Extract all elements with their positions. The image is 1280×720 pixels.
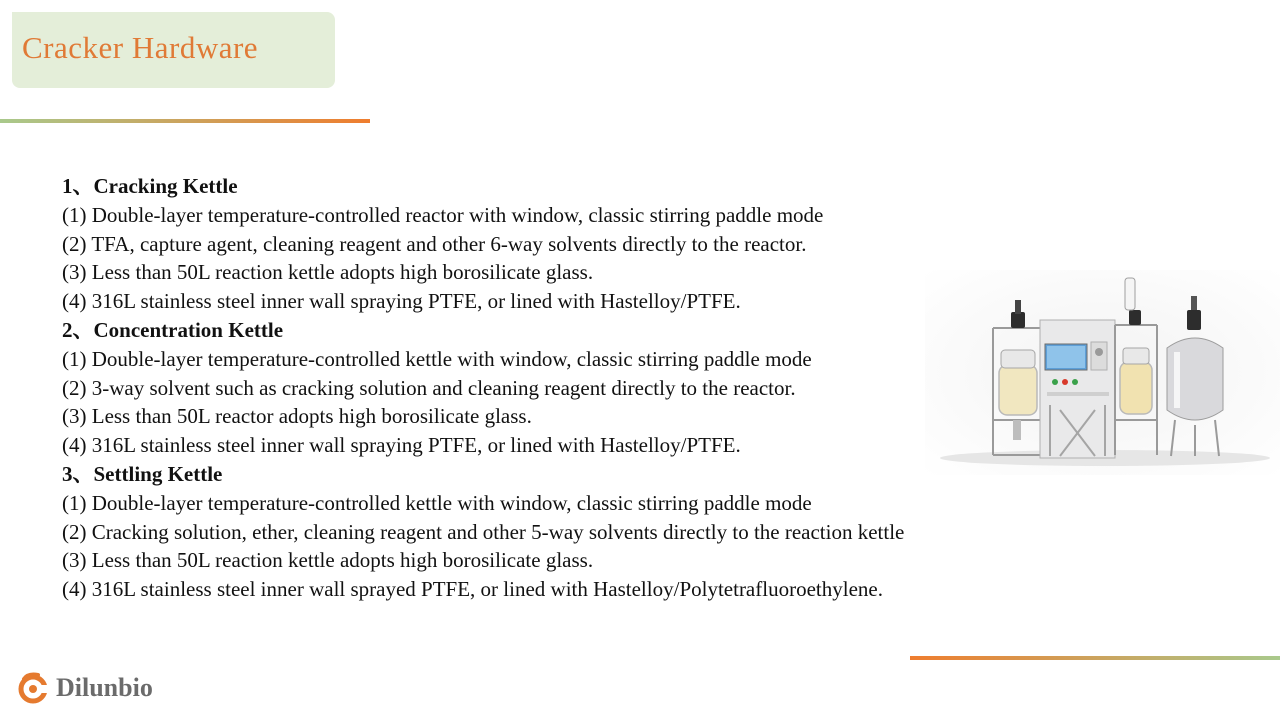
spec-item: (2) Cracking solution, ether, cleaning reagent and other 5-way solvents directly to the reaction kettle (62, 519, 905, 544)
spec-item: (2) 3-way solvent such as cracking solution and cleaning reagent directly to the reactor. (62, 375, 796, 400)
brand-logo (16, 668, 153, 708)
spec-item: (2) TFA, capture agent, cleaning reagent and other 6-way solvents directly to the reactor. (62, 231, 807, 256)
section-heading-concentration: 2、Concentration Kettle (62, 317, 284, 342)
spec-item: (3) Less than 50L reactor adopts high borosilicate glass. (62, 404, 532, 429)
spec-item: (4) 316L stainless steel inner wall spraying PTFE, or lined with Hastelloy/PTFE. (62, 289, 741, 314)
spec-item: (1) Double-layer temperature-controlled kettle with window, classic stirring paddle mode (62, 490, 812, 515)
equipment-image (925, 270, 1280, 475)
logo-text: Dilunbio (56, 673, 153, 702)
spec-item: (3) Less than 50L reaction kettle adopts high borosilicate glass. (62, 548, 594, 573)
spec-item: (4) 316L stainless steel inner wall sprayed PTFE, or lined with Hastelloy/Polytetrafluoroethylene. (62, 577, 883, 602)
spec-item: (1) Double-layer temperature-controlled kettle with window, classic stirring paddle mode (62, 346, 812, 371)
section-heading-cracking: 1、Cracking Kettle (62, 174, 238, 198)
spec-item: (1) Double-layer temperature-controlled reactor with window, classic stirring paddle mode (62, 202, 824, 227)
spec-content (62, 172, 1062, 604)
section-heading-settling: 3、Settling Kettle (62, 461, 223, 486)
spec-item: (4) 316L stainless steel inner wall spraying PTFE, or lined with Hastelloy/PTFE. (62, 433, 741, 458)
page-title: Cracker Hardware (22, 30, 259, 65)
dilunbio-logo-icon (16, 671, 50, 705)
spec-item: (3) Less than 50L reaction kettle adopts high borosilicate glass. (62, 260, 594, 285)
top-divider (0, 119, 370, 123)
bottom-divider (910, 656, 1280, 660)
